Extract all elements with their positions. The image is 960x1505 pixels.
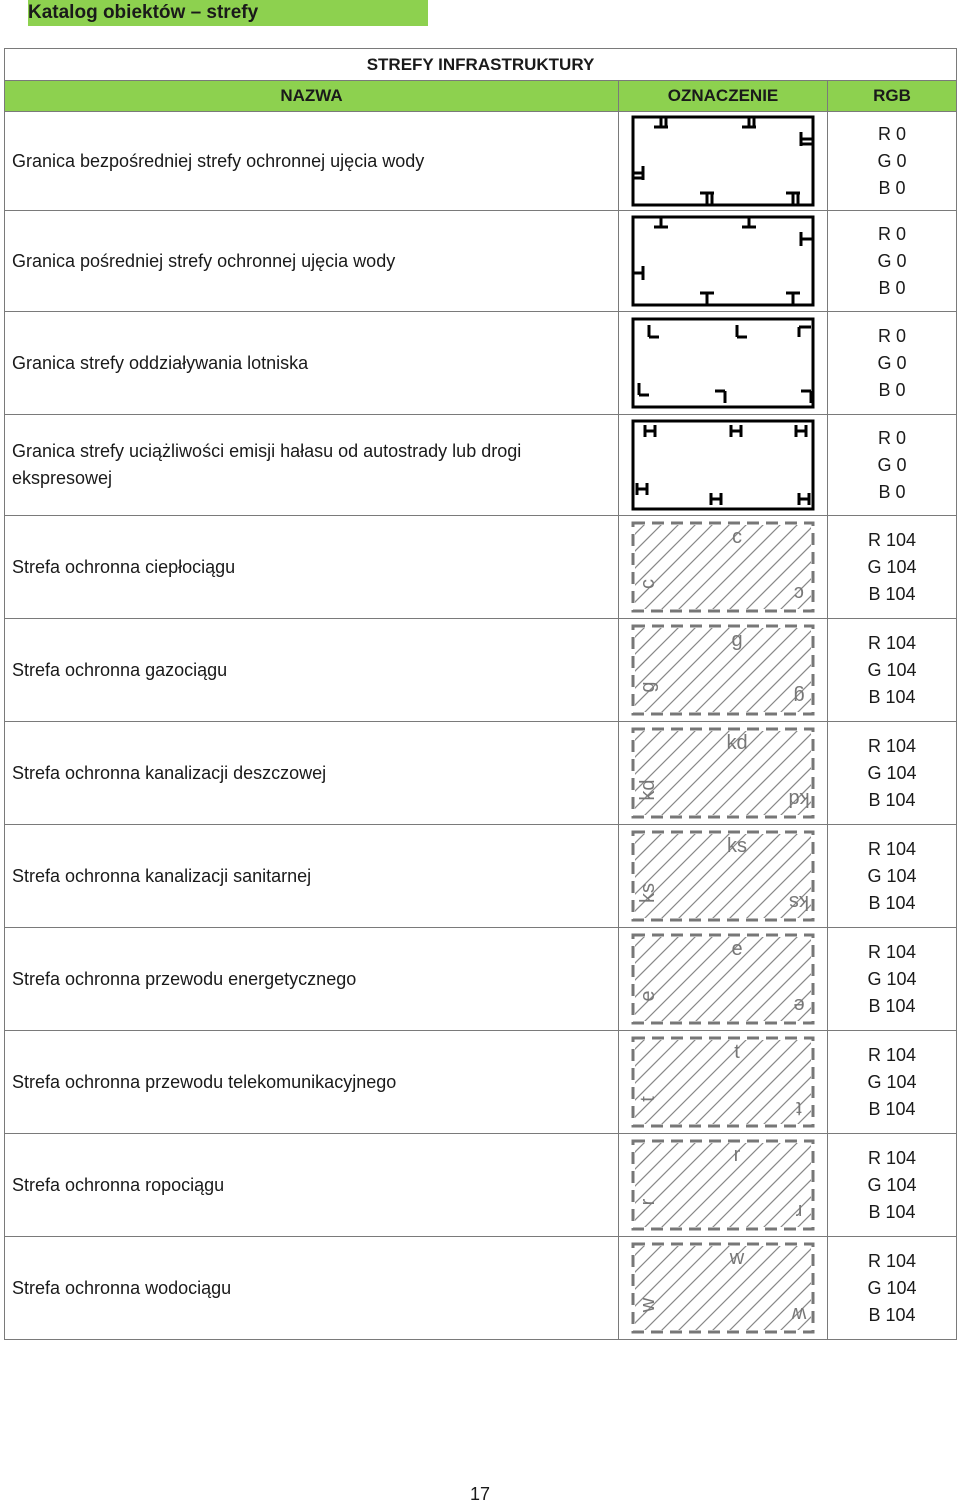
svg-text:c: c xyxy=(732,526,742,548)
rgb-g-value: G 104 xyxy=(867,1071,917,1092)
rgb-g-value: G 0 xyxy=(877,150,907,171)
rgb-g-value: G 104 xyxy=(867,968,917,989)
zone-rgb xyxy=(828,825,957,928)
zone-name: Strefa ochronna gazociągu xyxy=(5,619,619,722)
table-row xyxy=(5,415,957,516)
svg-text:kd: kd xyxy=(637,779,659,801)
rgb-g-value: G 104 xyxy=(867,1174,917,1195)
zone-name: Strefa ochronna kanalizacji deszczowej xyxy=(5,722,619,825)
zone-rgb xyxy=(828,928,957,1031)
rgb-r-value: R 0 xyxy=(878,123,907,144)
hatched-zone-symbol-icon xyxy=(631,1242,815,1334)
zone-rgb xyxy=(828,722,957,825)
rgb-g-value: G 104 xyxy=(867,762,917,783)
table-row xyxy=(5,1031,957,1134)
zone-border-symbol-icon xyxy=(631,115,815,207)
rgb-g-value: G 0 xyxy=(877,250,907,271)
rgb-r-value: R 104 xyxy=(867,1250,917,1271)
zone-name: Strefa ochronna kanalizacji sanitarnej xyxy=(5,825,619,928)
rgb-b-value: B 104 xyxy=(868,1201,916,1222)
zone-name: Strefa ochronna wodociągu xyxy=(5,1237,619,1340)
zone-border-symbol-icon xyxy=(631,215,815,307)
svg-text:e: e xyxy=(731,938,743,960)
rgb-g-value: G 0 xyxy=(877,352,907,373)
zone-symbol xyxy=(619,1134,828,1237)
rgb-b-value: B 104 xyxy=(868,686,916,707)
zone-border-symbol-icon xyxy=(631,317,815,409)
rgb-r-value: R 0 xyxy=(878,325,907,346)
zone-rgb xyxy=(828,1031,957,1134)
svg-text:t: t xyxy=(637,1096,659,1102)
rgb-r-value: R 104 xyxy=(867,632,917,653)
zone-symbol xyxy=(619,1237,828,1340)
hatched-zone-symbol-icon xyxy=(631,1036,815,1128)
rgb-r-value: R 104 xyxy=(867,529,917,550)
svg-text:ks: ks xyxy=(727,835,747,857)
rgb-g-value: G 104 xyxy=(867,659,917,680)
rgb-r-value: R 104 xyxy=(867,941,917,962)
rgb-b-value: B 104 xyxy=(868,995,916,1016)
zone-rgb xyxy=(828,516,957,619)
rgb-g-value: G 0 xyxy=(877,454,907,475)
hatched-zone-symbol-icon xyxy=(631,521,815,613)
rgb-b-value: B 104 xyxy=(868,1098,916,1119)
zone-rgb xyxy=(828,211,957,312)
rgb-r-value: R 0 xyxy=(878,427,907,448)
svg-text:w: w xyxy=(791,1303,807,1325)
catalog-heading xyxy=(28,0,428,26)
table-row xyxy=(5,112,957,211)
rgb-b-value: B 104 xyxy=(868,892,916,913)
hatched-zone-symbol-icon xyxy=(631,1139,815,1231)
svg-text:r: r xyxy=(733,1144,741,1166)
zone-name: Strefa ochronna ciepłociągu xyxy=(5,516,619,619)
column-header-symbol: OZNACZENIE xyxy=(619,81,828,112)
zone-name: Strefa ochronna przewodu telekomunikacyjnego xyxy=(5,1031,619,1134)
svg-text:g: g xyxy=(793,685,805,707)
svg-text:ks: ks xyxy=(789,891,809,913)
table-row xyxy=(5,722,957,825)
table-row xyxy=(5,312,957,415)
zone-symbol xyxy=(619,722,828,825)
rgb-g-value: G 104 xyxy=(867,1277,917,1298)
rgb-b-value: B 0 xyxy=(878,177,906,198)
svg-text:g: g xyxy=(637,681,659,693)
zone-name: Granica pośredniej strefy ochronnej ujęcia wody xyxy=(5,211,619,312)
page-number: 17 xyxy=(469,1484,491,1504)
svg-text:w: w xyxy=(637,1297,659,1313)
table-row xyxy=(5,619,957,722)
zone-symbol xyxy=(619,825,828,928)
svg-text:t: t xyxy=(734,1041,740,1063)
zone-rgb xyxy=(828,1134,957,1237)
table-row xyxy=(5,1237,957,1340)
rgb-b-value: B 0 xyxy=(878,379,906,400)
zone-rgb xyxy=(828,112,957,211)
column-header-rgb: RGB xyxy=(828,81,957,112)
rgb-b-value: B 104 xyxy=(868,789,916,810)
rgb-b-value: B 0 xyxy=(878,481,906,502)
svg-text:r: r xyxy=(795,1200,803,1222)
zone-name: Granica bezpośredniej strefy ochronnej ujęcia wody xyxy=(5,112,619,211)
zone-symbol xyxy=(619,619,828,722)
hatched-zone-symbol-icon xyxy=(631,830,815,922)
svg-text:t: t xyxy=(796,1097,802,1119)
rgb-r-value: R 104 xyxy=(867,1147,917,1168)
svg-text:e: e xyxy=(793,994,805,1016)
table-row xyxy=(5,825,957,928)
svg-text:c: c xyxy=(637,579,659,589)
hatched-zone-symbol-icon xyxy=(631,933,815,1025)
table-row xyxy=(5,211,957,312)
svg-text:w: w xyxy=(729,1247,745,1269)
rgb-b-value: B 104 xyxy=(868,583,916,604)
zone-name: Granica strefy oddziaływania lotniska xyxy=(5,312,619,415)
zone-name: Strefa ochronna ropociągu xyxy=(5,1134,619,1237)
zone-symbol xyxy=(619,112,828,211)
zone-symbol xyxy=(619,415,828,516)
rgb-b-value: B 0 xyxy=(878,277,906,298)
zone-symbol xyxy=(619,928,828,1031)
rgb-b-value: B 104 xyxy=(868,1304,916,1325)
zone-border-symbol-icon xyxy=(631,419,815,511)
rgb-r-value: R 0 xyxy=(878,223,907,244)
infrastructure-zones-table xyxy=(4,48,957,1340)
zone-rgb xyxy=(828,619,957,722)
zone-name: Strefa ochronna przewodu energetycznego xyxy=(5,928,619,1031)
catalog-heading-text: Katalog obiektów – strefy xyxy=(28,2,259,23)
rgb-r-value: R 104 xyxy=(867,1044,917,1065)
table-title xyxy=(5,49,957,81)
rgb-r-value: R 104 xyxy=(867,735,917,756)
zone-name: Granica strefy uciążliwości emisji hałasu od autostrady lub drogi ekspresowej xyxy=(5,415,619,516)
column-header-name: NAZWA xyxy=(5,81,619,112)
svg-text:r: r xyxy=(637,1198,659,1206)
rgb-r-value: R 104 xyxy=(867,838,917,859)
table-header-row xyxy=(5,81,957,112)
table-row xyxy=(5,928,957,1031)
zone-symbol xyxy=(619,211,828,312)
hatched-zone-symbol-icon xyxy=(631,624,815,716)
svg-text:kd: kd xyxy=(726,732,748,754)
rgb-g-value: G 104 xyxy=(867,556,917,577)
rgb-g-value: G 104 xyxy=(867,865,917,886)
hatched-zone-symbol-icon xyxy=(631,727,815,819)
zone-rgb xyxy=(828,312,957,415)
zone-rgb xyxy=(828,415,957,516)
zone-symbol xyxy=(619,516,828,619)
table-row xyxy=(5,1134,957,1237)
zone-symbol xyxy=(619,1031,828,1134)
svg-text:c: c xyxy=(794,582,804,604)
table-row xyxy=(5,516,957,619)
svg-text:g: g xyxy=(731,629,743,651)
table-title-text: STREFY INFRASTRUKTURY xyxy=(366,54,595,74)
zone-symbol xyxy=(619,312,828,415)
svg-text:e: e xyxy=(637,990,659,1002)
svg-text:ks: ks xyxy=(637,883,659,903)
svg-text:kd: kd xyxy=(788,788,810,810)
zone-rgb xyxy=(828,1237,957,1340)
